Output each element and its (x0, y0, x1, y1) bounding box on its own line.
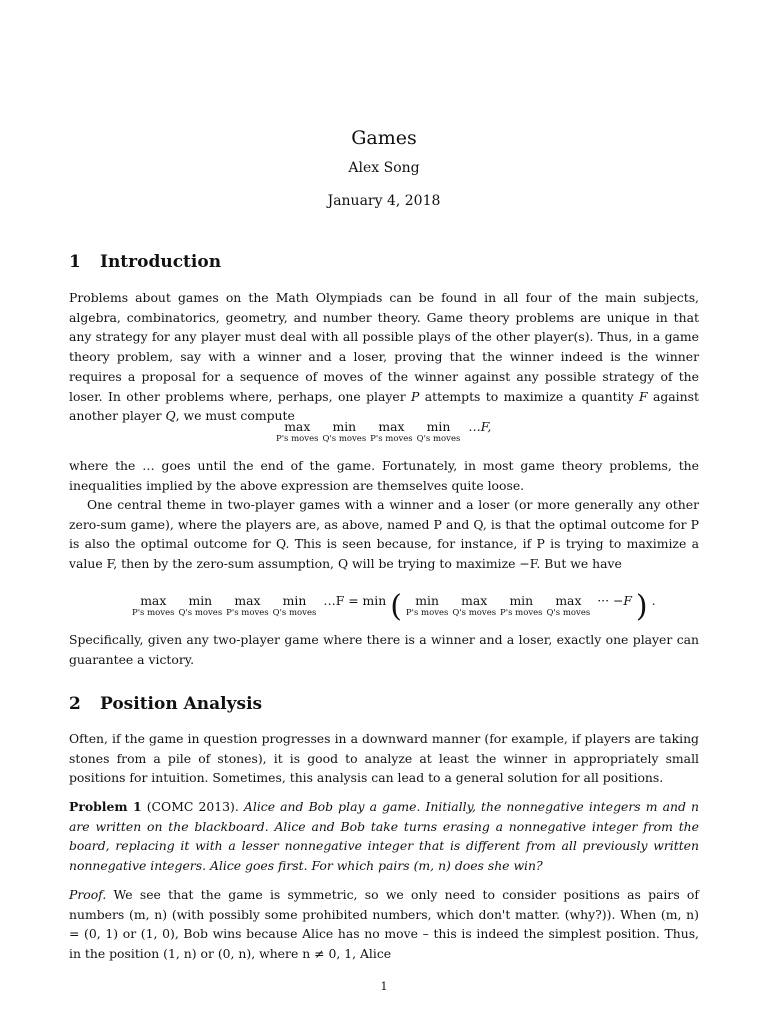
equation-minimax-1 (69, 420, 768, 444)
intro-paragraph-1: Problems about games on the Math Olympiads can be found in all four of the main subjects, algebra, combinatorics, geometry, and number theory. Game theory problems are unique in that any strategy for any player must deal with all possible plays of the other player(s). Thus, in a game theory problem, say with a winner and a loser, proving that the winner indeed is the winner requires a proposal for a sequence of moves of the winner against any possible strategy of the loser. In other problems where, perhaps, one player P attempts to maximize a quantity F against another player Q, we must compute (69, 290, 699, 424)
operator-max: max Q's moves (452, 593, 497, 618)
equation-inner-tail: ··· −F (597, 593, 632, 608)
problem-1 (69, 797, 699, 876)
section-number: 1 (69, 252, 81, 272)
operator-max: max Q's moves (546, 593, 591, 618)
paper-author: Alex Song (348, 160, 420, 176)
paper-date: January 4, 2018 (327, 193, 441, 209)
proof-text: We see that the game is symmetric, so we only need to consider positions as pairs of numbers (m, n) (with possibly some prohibited numbers, which don't matter. (why?)). When (m, n) = (0, 1) or (1, 0), Bob wins because Alice has no move – this is indeed the simplest position. Thus, in the position (1, n) or (0, n), where n ≠ 0, 1, Alice (69, 887, 699, 962)
section-heading-position-analysis (69, 694, 262, 714)
position-paragraph-1: Often, if the game in question progresses in a downward manner (for example, if players are taking stones from a pile of stones), it is good to analyze at least the winner in appropriately small positions for intuition. Sometimes, this analysis can lead to a general solution for all positions. (69, 731, 699, 786)
section-heading-introduction (69, 252, 221, 272)
equation-end: . (651, 593, 656, 608)
equation-mid: …F = min (323, 593, 387, 608)
operator-min: min Q's moves (178, 593, 223, 618)
operator-min: min Q's moves (272, 593, 317, 618)
operator-min: min P's moves (500, 593, 543, 618)
paper-title: Games (351, 127, 417, 149)
right-paren: ) (635, 589, 648, 624)
section-number: 2 (69, 694, 81, 714)
operator-min: min Q's moves (416, 419, 461, 444)
operator-max: max P's moves (370, 419, 413, 444)
equation-minimax-2 (69, 589, 762, 624)
intro-paragraph-3: One central theme in two-player games with a winner and a loser (or more generally any other zero-sum game), where the players are, as above, named P and Q, is that the optimal outcome for P is also the optimal outcome for Q. This is seen because, for instance, if P is trying to maximize a value F, then by the zero-sum assumption, Q will be trying to maximize −F. But we have (69, 497, 699, 572)
proof-paragraph (69, 885, 699, 964)
page-number: 1 (380, 980, 388, 993)
section-title: Position Analysis (100, 694, 263, 714)
operator-max: max P's moves (132, 593, 175, 618)
problem-label: Problem 1 (69, 799, 142, 814)
operator-max: max P's moves (226, 593, 269, 618)
equation-tail: …F, (468, 419, 492, 434)
proof-label: Proof. (69, 887, 107, 902)
intro-paragraph-2: where the … goes until the end of the game. Fortunately, in most game theory problems, the inequalities implied by the above expression are themselves quite loose. (69, 458, 699, 493)
operator-min: min Q's moves (322, 419, 367, 444)
intro-paragraph-4: Specifically, given any two-player game where there is a winner and a loser, exactly one player can guarantee a victory. (69, 632, 699, 667)
operator-min: min P's moves (405, 593, 449, 618)
left-paren: ( (390, 589, 402, 624)
problem-statement: Alice and Bob play a game. Initially, the nonnegative integers m and n are written on the blackboard. Alice and Bob take turns erasing a nonnegative integer from the board, replacing it with a lesser nonnegative integer that is different from all previously written nonnegative integers. Alice goes first. For which pairs (m, n) does she win? (69, 799, 700, 874)
operator-max: max P's moves (276, 419, 319, 444)
problem-source: (COMC 2013). (146, 799, 239, 814)
section-title: Introduction (100, 252, 222, 272)
